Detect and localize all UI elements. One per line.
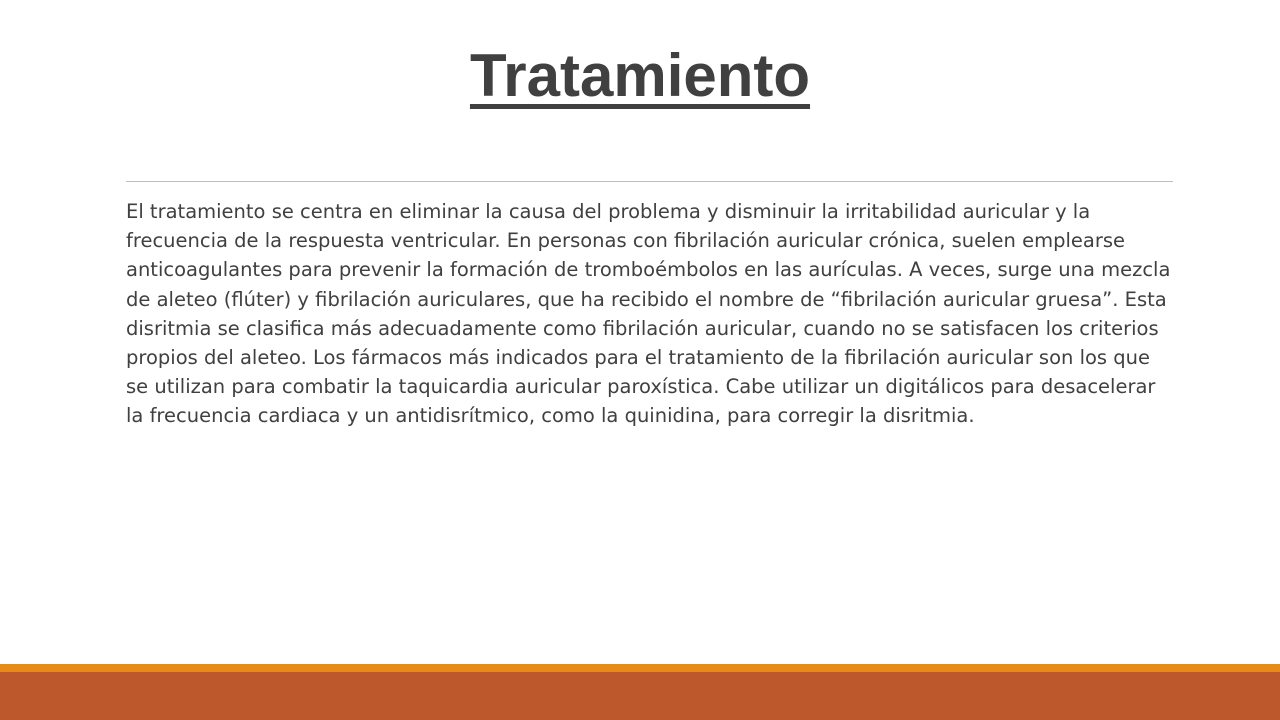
title-divider [126, 181, 1173, 182]
slide-title [0, 34, 1280, 118]
footer-accent-stripe [0, 664, 1280, 672]
footer-accent-bar [0, 672, 1280, 720]
body-paragraph: El tratamiento se centra en eliminar la causa del problema y disminuir la irritabilidad auricular y la frecuencia de la respuesta ventricular. En personas con fibrilación auricular crónica, suelen emplearse anticoagulantes para prevenir la formación de tromboémbolos en las aurículas. A veces, surge una mezcla de aleteo (flúter) y fibrilación auriculares, que ha recibido el nombre de “fibrilación auricular gruesa”. Esta disritmia se clasifica más adecuadamente como fibrilación auricular, cuando no se satisfacen los criterios propios del aleteo. Los fármacos más indicados para el tratamiento de la fibrilación auricular son los que se utilizan para combatir la taquicardia auricular paroxística. Cabe utilizar un digitálicos para desacelerar la frecuencia cardiaca y un antidisrítmico, como la quinidina, para corregir la disritmia. [126, 200, 1171, 428]
slide-title-text: Tratamiento [469, 42, 811, 109]
